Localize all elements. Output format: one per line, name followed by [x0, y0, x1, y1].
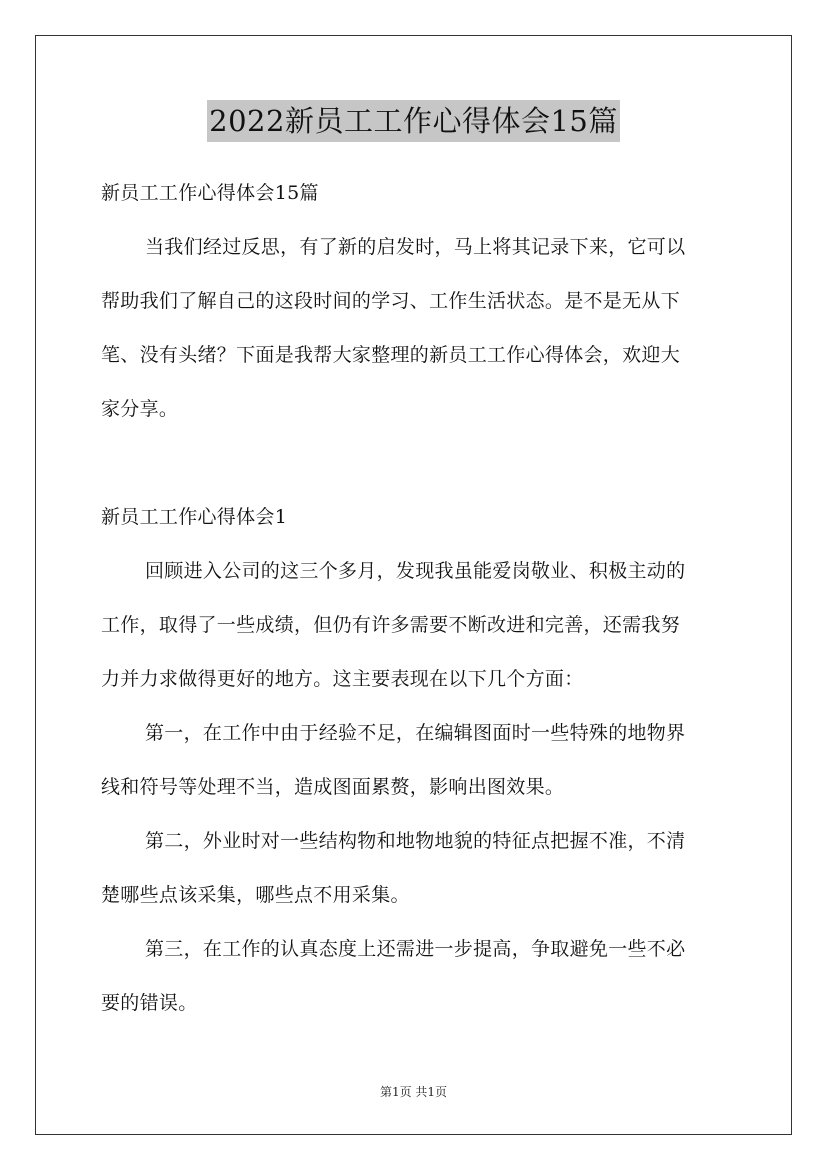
section-heading: 新员工工作心得体会1 [101, 506, 288, 528]
point-one-line: 线和符号等处理不当，造成图面累赘，影响出图效果。 [101, 776, 565, 798]
point-three-line: 第三，在工作的认真态度上还需进一步提高，争取避免一些不必 [145, 938, 686, 960]
title-container [0, 100, 827, 142]
point-two-line: 第二，外业时对一些结构物和地物地貌的特征点把握不准，不清 [145, 830, 686, 852]
intro-paragraph-line: 家分享。 [101, 398, 179, 420]
section-paragraph-line: 力并力求做得更好的地方。这主要表现在以下几个方面： [101, 668, 584, 690]
point-one-line: 第一，在工作中由于经验不足，在编辑图面时一些特殊的地物界 [145, 722, 686, 744]
document-body [101, 170, 728, 1034]
blank-line [101, 440, 728, 494]
point-three-line: 要的错误。 [101, 992, 198, 1014]
page-number-footer: 第1页 共1页 [379, 1085, 448, 1099]
intro-paragraph-line: 当我们经过反思，有了新的启发时，马上将其记录下来，它可以 [145, 236, 686, 258]
section-paragraph-line: 回顾进入公司的这三个多月，发现我虽能爱岗敬业、积极主动的 [145, 560, 686, 582]
point-two-line: 楚哪些点该采集，哪些点不用采集。 [101, 884, 410, 906]
intro-paragraph-line: 笔、没有头绪？下面是我帮大家整理的新员工工作心得体会，欢迎大 [101, 344, 681, 366]
intro-paragraph-line: 帮助我们了解自己的这段时间的学习、工作生活状态。是不是无从下 [101, 290, 681, 312]
section-paragraph-line: 工作，取得了一些成绩，但仍有许多需要不断改进和完善，还需我努 [101, 614, 681, 636]
document-title: 2022新员工工作心得体会15篇 [207, 100, 620, 142]
intro-heading: 新员工工作心得体会15篇 [101, 182, 319, 204]
